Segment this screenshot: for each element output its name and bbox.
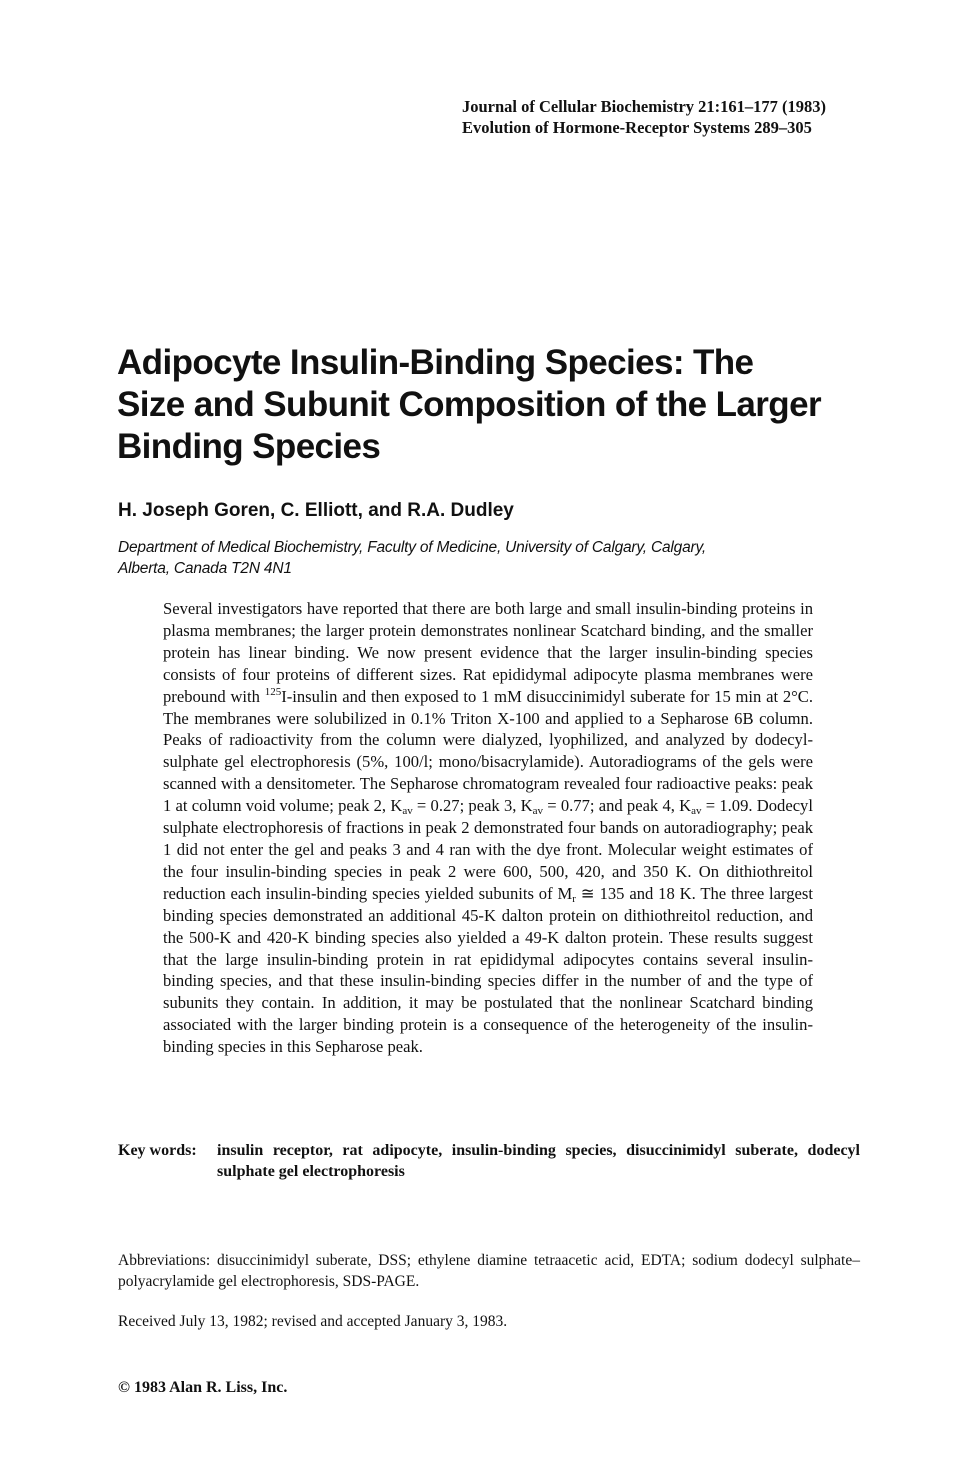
abstract-text: -insulin and then exposed to 1 mM disuccinimidyl suberate for 15 min at 2°C. The membranes were solubilized in 0.1% Triton X-100 and applied to a Sepharose 6B column. Peaks of radioactivity from the column were dialyzed, lyophilized, and analyzed by dodecyl-sulphate gel electrophoresis (5%, 100/l; mono/bisacrylamide). Autoradiograms of the gels were scanned with a densitometer. The Sepharose chromatogram revealed four radioactive peaks: peak 1 at column void volume; peak 2, K bbox=[163, 686, 813, 816]
copyright-notice: © 1983 Alan R. Liss, Inc. bbox=[118, 1379, 288, 1396]
abstract-text: ≅ 135 and 18 K. The three largest binding species demonstrated an additional 45-K dalton protein on dithiothreitol reduction, and the 500-K and 420-K binding species also yielded a 49-K dalton protein. These results suggest that the large insulin-binding protein in rat epididymal adipocytes contains several insulin-binding species, and that these insulin-binding species differ in the number of and the type of subunits they contain. In addition, it may be postulated that the nonlinear Scatchard binding associated with the larger binding protein is a consequence of the heterogeneity of the insulin-binding species in this Sepharose peak. bbox=[163, 883, 813, 1057]
abstract-text: = 1.09. Dodecyl sulphate electrophoresis of fractions in peak 2 demonstrated four bands on autoradiography; peak 1 did not enter the gel and peaks 3 and 4 ran with the dye front. Molecular weight estimates of the four insulin-binding species in peak 2 were 600, 500, 420, and 350 K. On dithiothreitol reduction each insulin-binding species yielded subunits of M bbox=[163, 796, 813, 903]
affiliation bbox=[118, 537, 878, 579]
abstract-text: Several investigators have reported that there are both large and small insulin-binding proteins in plasma membranes; the larger protein demonstrates nonlinear Scatchard binding, and the smaller protein has linear binding. We now present evidence that the larger insulin-binding species consists of four proteins of different sizes. Rat epididymal adipocyte plasma membranes were prebound with bbox=[163, 599, 813, 706]
kav-subscript: av bbox=[532, 805, 544, 818]
kav-subscript: av bbox=[691, 805, 702, 818]
abbreviations-note: Abbreviations: disuccinimidyl suberate, DSS; ethylene diamine tetraacetic acid, EDTA; sodium dodecyl sulphate–polyacrylamide gel electrophoresis, SDS-PAGE. bbox=[118, 1252, 860, 1290]
isotope-superscript: 125 bbox=[264, 685, 282, 698]
affiliation-line: Alberta, Canada T2N 4N1 bbox=[118, 560, 292, 577]
title-line: Adipocyte Insulin-Binding Species: The bbox=[117, 343, 754, 382]
received-dates: Received July 13, 1982; revised and accepted January 3, 1983. bbox=[118, 1313, 508, 1330]
author-list: H. Joseph Goren, C. Elliott, and R.A. Dudley bbox=[118, 500, 514, 521]
title-line: Binding Species bbox=[117, 427, 381, 466]
series-citation: Evolution of Hormone-Receptor Systems 289–305 bbox=[462, 118, 812, 137]
keywords-text: insulin receptor, rat adipocyte, insulin-binding species, disuccinimidyl suberate, dodecyl sulphate gel electrophoresis bbox=[217, 1142, 860, 1180]
abstract bbox=[163, 598, 813, 1058]
journal-citation: Journal of Cellular Biochemistry 21:161–177 (1983) bbox=[462, 97, 827, 116]
title-line: Size and Subunit Composition of the Larger bbox=[117, 385, 821, 424]
keywords-label: Key words: bbox=[118, 1142, 197, 1159]
keywords-block bbox=[118, 1140, 860, 1182]
abstract-text: = 0.77; and peak 4, K bbox=[543, 796, 692, 816]
affiliation-line: Department of Medical Biochemistry, Faculty of Medicine, University of Calgary, Calgary, bbox=[118, 539, 706, 556]
kav-subscript: av bbox=[402, 805, 413, 818]
isotope-element: I bbox=[281, 686, 287, 706]
article-title bbox=[117, 342, 897, 468]
abstract-text: = 0.27; peak 3, K bbox=[412, 796, 533, 816]
mr-subscript: r bbox=[572, 892, 576, 905]
journal-header bbox=[462, 96, 882, 138]
